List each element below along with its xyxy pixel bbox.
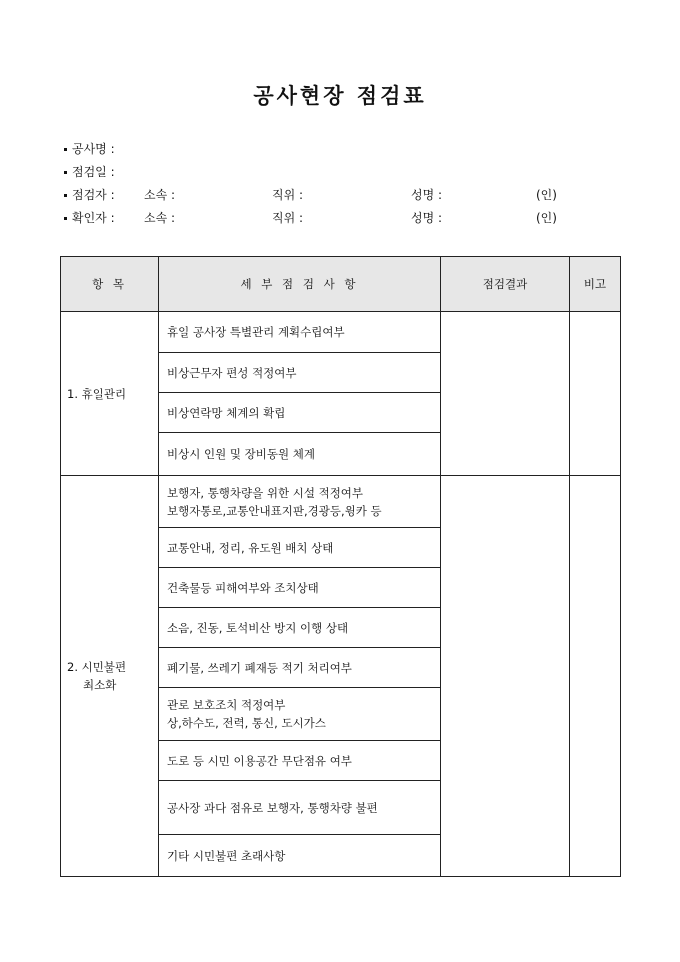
detail-cell <box>159 312 441 353</box>
project-label: 공사명 : <box>72 142 115 156</box>
inspection-table <box>60 256 621 877</box>
confirmer-label: 확인자 : <box>72 211 115 225</box>
bullet-icon <box>64 217 67 220</box>
date-label: 점검일 : <box>72 165 115 179</box>
detail-cell <box>159 781 441 835</box>
affiliation-label: 소속 : <box>144 211 176 225</box>
header-remarks: 비고 <box>570 257 621 312</box>
detail-line: 비상근무자 편성 적정여부 <box>167 365 297 380</box>
result-cell[interactable] <box>441 476 570 877</box>
item-cell: 1. 휴일관리 <box>61 312 159 476</box>
seal-label: (인) <box>536 211 557 225</box>
header-item: 항 목 <box>61 257 159 312</box>
detail-line: 기타 시민불편 초래사항 <box>167 848 286 863</box>
remarks-cell[interactable] <box>570 476 621 877</box>
detail-line: 폐기물, 쓰레기 폐재등 적기 처리여부 <box>167 660 352 675</box>
detail-line: 상,하수도, 전력, 통신, 도시가스 <box>167 716 326 730</box>
position-label: 직위 : <box>272 211 304 225</box>
detail-line: 도로 등 시민 이용공간 무단점유 여부 <box>167 753 352 768</box>
seal-label: (인) <box>536 188 557 202</box>
table-row <box>61 312 621 353</box>
bullet-icon <box>64 171 67 174</box>
detail-cell <box>159 741 441 781</box>
header-result: 점검결과 <box>441 257 570 312</box>
detail-line: 휴일 공사장 특별관리 계획수립여부 <box>167 325 345 339</box>
detail-line: 관로 보호조치 적정여부 <box>167 698 286 712</box>
detail-cell <box>159 688 441 741</box>
page-title: 공사현장 점검표 <box>253 83 427 108</box>
bullet-icon <box>64 148 67 151</box>
detail-line: 공사장 과다 점유로 보행자, 통행차량 불편 <box>167 800 378 815</box>
detail-cell <box>159 568 441 608</box>
bullet-icon <box>64 194 67 197</box>
name-label: 성명 : <box>411 211 443 225</box>
detail-cell <box>159 835 441 877</box>
affiliation-label: 소속 : <box>144 188 176 202</box>
detail-line: 교통안내, 정리, 유도원 배치 상태 <box>167 540 334 555</box>
item-cell: 2. 시민불편 최소화 <box>61 476 159 877</box>
name-label: 성명 : <box>411 188 443 202</box>
position-label: 직위 : <box>272 188 304 202</box>
detail-cell <box>159 393 441 433</box>
remarks-cell[interactable] <box>570 312 621 476</box>
detail-cell <box>159 476 441 528</box>
detail-cell <box>159 648 441 688</box>
detail-line: 비상시 인원 및 장비동원 체계 <box>167 447 315 461</box>
detail-line: 건축물등 피해여부와 조치상태 <box>167 580 319 595</box>
detail-line: 보행자통로,교통안내표지판,경광등,윙카 등 <box>167 503 382 518</box>
header-detail: 세 부 점 검 사 항 <box>159 257 441 312</box>
detail-cell <box>159 608 441 648</box>
inspector-label: 점검자 : <box>72 188 115 202</box>
detail-cell <box>159 353 441 393</box>
result-cell[interactable] <box>441 312 570 476</box>
detail-line: 비상연락망 체계의 확립 <box>167 405 286 420</box>
detail-cell <box>159 528 441 568</box>
table-header-row <box>61 257 621 312</box>
detail-cell <box>159 433 441 476</box>
detail-line: 보행자, 통행차량을 위한 시설 적정여부 <box>167 485 364 500</box>
detail-line: 소음, 진동, 토석비산 방지 이행 상태 <box>167 620 349 635</box>
table-row <box>61 476 621 528</box>
